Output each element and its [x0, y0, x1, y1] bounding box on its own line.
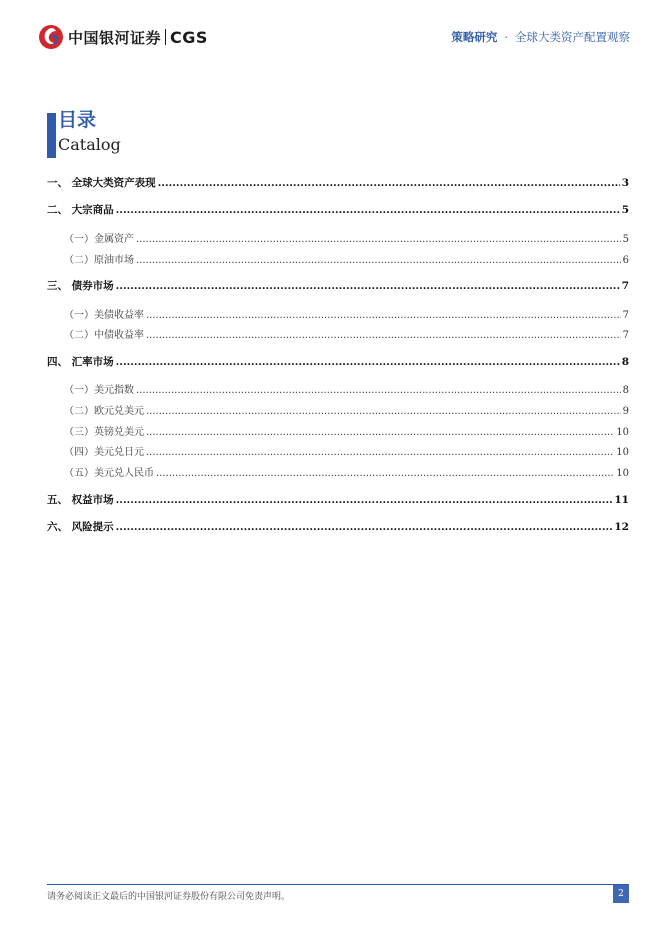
toc-subentry[interactable] [64, 381, 629, 396]
toc-entry[interactable] [47, 492, 629, 507]
toc-entry-page: 9 [622, 406, 629, 417]
toc-leader-dots [116, 204, 620, 216]
toc-entry[interactable] [47, 278, 629, 293]
toc-title-en: Catalog [58, 135, 121, 154]
toc-entry-label: （三）英镑兑美元 [64, 427, 144, 438]
toc-leader-dots [116, 280, 620, 292]
toc-entry-page: 6 [622, 255, 629, 266]
toc-entry-page: 7 [622, 310, 629, 321]
toc-entry-page: 7 [621, 280, 629, 292]
toc-entry-page: 10 [616, 427, 629, 438]
toc-entry-page: 10 [616, 447, 629, 458]
toc-subentry[interactable] [64, 230, 629, 245]
toc-entry-label: 二、 大宗商品 [47, 204, 114, 216]
footer-disclaimer: 请务必阅读正文最后的中国银河证券股份有限公司免责声明。 [47, 892, 291, 902]
toc-leader-dots [146, 447, 614, 458]
footer-divider [47, 884, 629, 885]
toc-entry-label: （一）美元指数 [64, 385, 134, 396]
header-report-info [451, 29, 630, 45]
toc-entry-label: 五、 权益市场 [47, 494, 114, 506]
header-separator: · [504, 30, 508, 44]
toc-entry-label: 一、 全球大类资产表现 [47, 177, 156, 189]
title-accent-bar [47, 113, 56, 158]
toc-entry-page: 12 [614, 521, 629, 533]
toc-entry-label: （一）美债收益率 [64, 310, 144, 321]
cgs-logo-icon [38, 24, 64, 50]
toc-subentry[interactable] [64, 464, 629, 479]
toc-entry-label: 三、 债券市场 [47, 280, 114, 292]
toc-entry[interactable] [47, 354, 629, 369]
company-logo [38, 24, 208, 50]
toc-subentry[interactable] [64, 443, 629, 458]
toc-entry-page: 10 [616, 468, 629, 479]
toc-entry-page: 11 [614, 494, 629, 506]
toc-entry-page: 8 [622, 385, 629, 396]
toc-entry[interactable] [47, 519, 629, 534]
toc-entry-page: 8 [621, 356, 629, 368]
report-category: 策略研究 [451, 30, 498, 44]
toc-leader-dots [156, 468, 614, 479]
page-number-badge: 2 [613, 885, 629, 903]
toc-subentry[interactable] [64, 306, 629, 321]
toc-leader-dots [158, 177, 620, 189]
toc-leader-dots [146, 406, 621, 417]
toc-leader-dots [146, 310, 621, 321]
toc-leader-dots [136, 255, 621, 266]
toc-entry-label: （二）欧元兑美元 [64, 406, 144, 417]
toc-leader-dots [136, 385, 621, 396]
toc-leader-dots [116, 356, 620, 368]
toc-entry-label: （五）美元兑人民币 [64, 468, 154, 479]
toc-entry-label: （一）金属资产 [64, 234, 134, 245]
toc-entry-label: 四、 汇率市场 [47, 356, 114, 368]
logo-cn-text: 中国银河证券 [68, 28, 162, 47]
report-title: 全球大类资产配置观察 [515, 30, 630, 44]
toc-entry-page: 7 [622, 330, 629, 341]
toc-leader-dots [136, 234, 621, 245]
toc-leader-dots [146, 330, 621, 341]
toc-leader-dots [116, 521, 613, 533]
toc-leader-dots [146, 427, 614, 438]
toc-entry-page: 5 [622, 234, 629, 245]
toc-entry-page: 3 [621, 177, 629, 189]
toc-subentry[interactable] [64, 423, 629, 438]
toc-entry-page: 5 [621, 204, 629, 216]
toc-subentry[interactable] [64, 251, 629, 266]
toc-entry[interactable] [47, 202, 629, 217]
logo-divider [165, 29, 166, 45]
toc-entry[interactable] [47, 175, 629, 190]
logo-en-text: CGS [170, 27, 208, 47]
toc-entry-label: （四）美元兑日元 [64, 447, 144, 458]
toc-leader-dots [116, 494, 613, 506]
toc-entry-label: （二）中债收益率 [64, 330, 144, 341]
toc-subentry[interactable] [64, 326, 629, 341]
page-header [0, 0, 662, 60]
toc-entry-label: 六、 风险提示 [47, 521, 114, 533]
toc-entry-label: （二）原油市场 [64, 255, 134, 266]
toc-subentry[interactable] [64, 402, 629, 417]
toc-title-cn: 目录 [58, 109, 97, 131]
